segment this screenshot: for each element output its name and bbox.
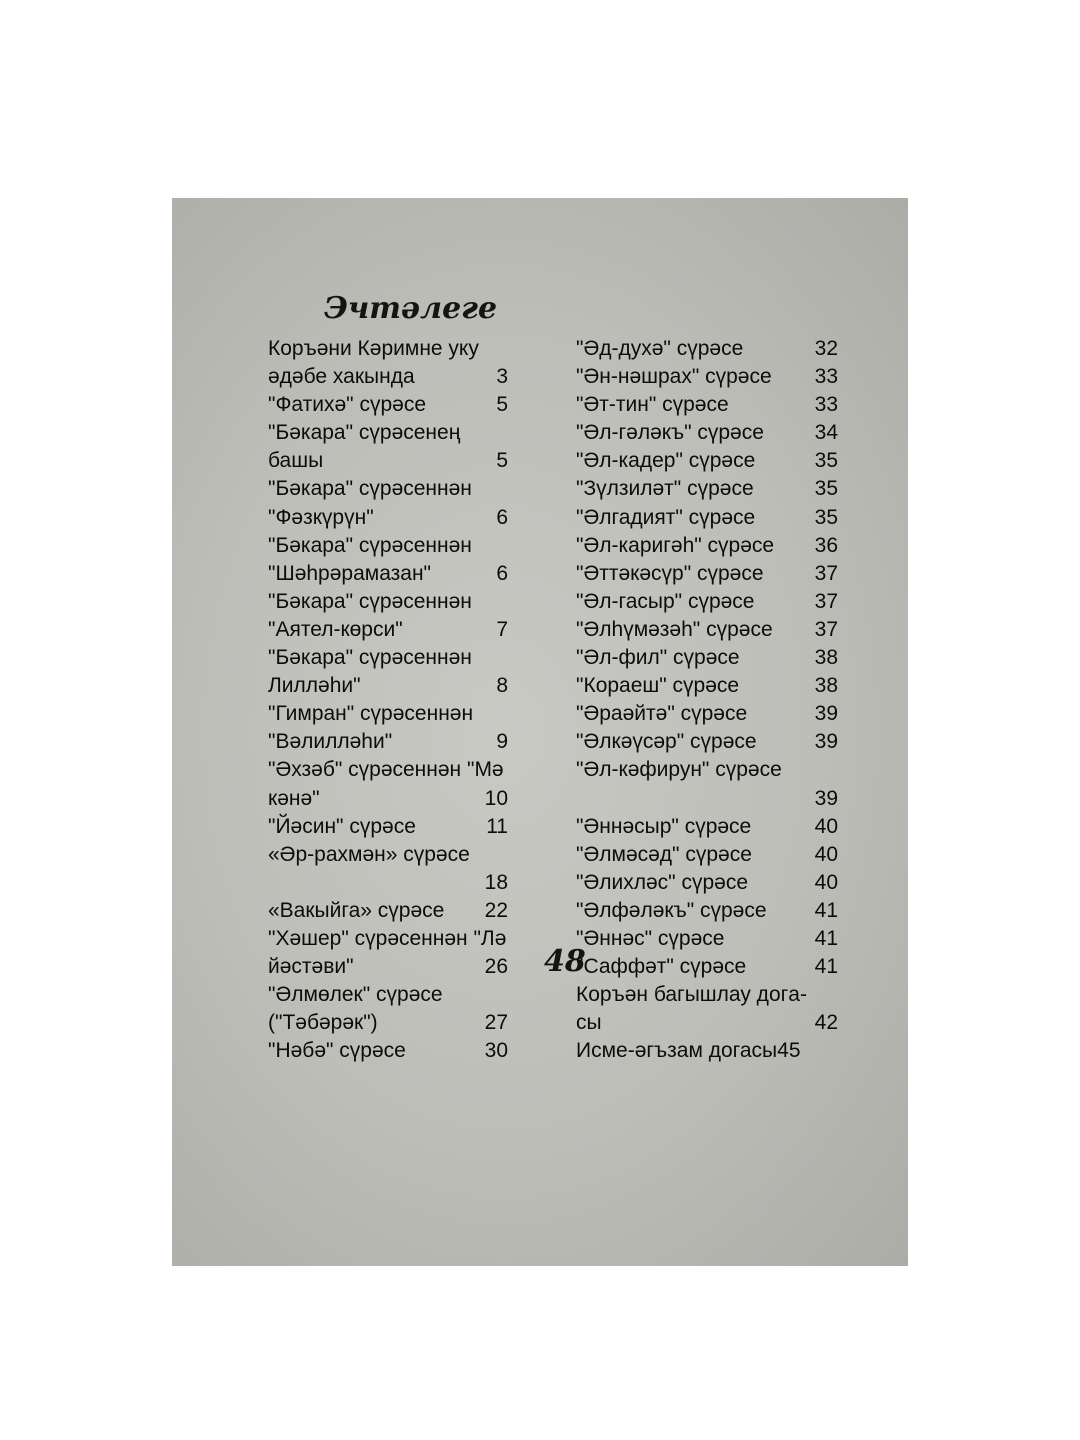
toc-entry-page: 18	[484, 870, 508, 894]
toc-entry-page: 37	[814, 589, 838, 613]
toc-entry-text: "Әлгадият" сүрәсе	[576, 505, 756, 529]
toc-entry-page: 27	[484, 1011, 508, 1035]
page-title: Эчтәлеге	[324, 291, 498, 326]
toc-entry-page: 38	[814, 674, 838, 698]
toc-entry-page: 9	[496, 730, 508, 754]
toc-entry-page: 5	[496, 449, 508, 473]
toc-entry-page: 35	[814, 449, 838, 473]
toc-entry	[576, 335, 842, 363]
toc-entry	[268, 335, 544, 363]
toc-entry	[268, 813, 544, 841]
toc-entry-page: 37	[814, 617, 838, 641]
toc-entry	[576, 616, 842, 644]
toc-entry-text: "Әлмөлек" сүрәсе	[268, 983, 443, 1007]
toc-entry-page: 10	[484, 786, 508, 810]
toc-entry-text: йәстәви"	[268, 955, 354, 979]
toc-entry-text: "Вәлилләһи"	[268, 730, 393, 754]
toc-entry	[576, 363, 842, 391]
toc-entry	[576, 756, 842, 784]
toc-entry	[268, 644, 544, 672]
toc-entry	[268, 925, 544, 953]
toc-entry-text: "Әлкәүсәр" сүрәсе	[576, 730, 757, 754]
toc-entry	[268, 504, 544, 532]
toc-entry	[576, 644, 842, 672]
toc-entry	[576, 897, 842, 925]
toc-entry-text: "Хәшер" сүрәсеннән "Лә	[268, 926, 507, 950]
toc-entry	[268, 841, 544, 869]
toc-entry-text: "Әл-кәфирун" сүрәсе	[576, 758, 782, 782]
toc-entry-text: "Зүлзиләт" сүрәсе	[576, 477, 754, 501]
toc-entry	[576, 869, 842, 897]
toc-entry-text: ("Тәбәрәк")	[268, 1011, 378, 1035]
toc-entry-text: "Әл-гасыр" сүрәсе	[576, 589, 755, 613]
toc-entry-page: 35	[814, 477, 838, 501]
toc-entry-text: "Әл-кадер" сүрәсе	[576, 449, 756, 473]
toc-right-column	[576, 335, 842, 1065]
toc-entry-text: "Кораеш" сүрәсе	[576, 674, 740, 698]
toc-entry-page: 33	[814, 365, 838, 389]
toc-entry-text: "Шәһрәрамазан"	[268, 561, 432, 585]
toc-entry-text: "Әлһүмәзәһ" сүрәсе	[576, 617, 773, 641]
toc-entry-text: әдәбе хакында	[268, 365, 415, 389]
toc-entry	[268, 616, 544, 644]
toc-entry-text: "Әннәс" сүрәсе	[576, 926, 725, 950]
toc-entry-page: 40	[814, 842, 838, 866]
toc-entry	[268, 1037, 544, 1065]
toc-entry-page: 8	[496, 674, 508, 698]
toc-entry-page: 7	[496, 617, 508, 641]
toc-entry-page: 33	[814, 393, 838, 417]
toc-entry	[268, 672, 544, 700]
toc-entry	[268, 391, 544, 419]
toc-entry-text: "Бәкара" сүрәсенең	[268, 421, 461, 445]
toc-entry-text: "Гимран" сүрәсеннән	[268, 702, 474, 726]
toc-entry-page: 30	[484, 1039, 508, 1063]
toc-entry	[268, 560, 544, 588]
toc-entry	[576, 391, 842, 419]
toc-entry	[268, 475, 544, 503]
toc-entry-text: "Фатихә" сүрәсе	[268, 393, 426, 417]
toc-entry-text: «Вакыйга» сүрәсе	[268, 898, 445, 922]
toc-entry-text: башы	[268, 449, 324, 473]
toc-entry-page: 41	[814, 898, 838, 922]
toc-entry-page: 36	[814, 533, 838, 557]
toc-entry-text: "Фәзкүрүн"	[268, 505, 374, 529]
toc-entry	[576, 419, 842, 447]
toc-entry-text: "Әд-духә" сүрәсе	[576, 337, 744, 360]
toc-entry-text: «Әр-рахмән» сүрәсе	[268, 842, 470, 866]
toc-entry	[576, 532, 842, 560]
toc-entry-page: 3	[496, 365, 508, 389]
toc-entry-text: "Бәкара" сүрәсеннән	[268, 589, 472, 613]
toc-entry-page: 26	[484, 955, 508, 979]
toc-entry-text: "Йәсин" сүрәсе	[268, 814, 416, 838]
toc-entry-page: 34	[814, 421, 838, 445]
toc-entry	[268, 447, 544, 475]
toc-entry	[268, 869, 544, 897]
toc-entry-page: 6	[496, 505, 508, 529]
toc-entry-text: "Бәкара" сүрәсеннән	[268, 533, 472, 557]
toc-entry-text: Коръәни Кәримне уку	[268, 337, 479, 360]
toc-entry	[576, 841, 842, 869]
toc-entry-page: 32	[814, 337, 838, 360]
toc-entry-text: "Әт-тин" сүрәсе	[576, 393, 729, 417]
toc-entry-text: "Әннәсыр" сүрәсе	[576, 814, 752, 838]
toc-entry	[576, 504, 842, 532]
toc-entry-text: сы	[576, 1011, 602, 1035]
toc-entry-text: кәнә"	[268, 786, 320, 810]
toc-entry	[576, 953, 842, 981]
toc-entry-text: Исме-әгъзам догасы	[576, 1039, 778, 1063]
toc-entry	[268, 953, 544, 981]
toc-entry	[268, 728, 544, 756]
toc-entry	[576, 728, 842, 756]
toc-entry-text: "Әлфәләкъ" сүрәсе	[576, 898, 767, 922]
toc-entry-page: 45	[777, 1039, 801, 1063]
toc-entry-page: 39	[814, 730, 838, 754]
toc-entry-text: "Әл-гәләкъ" сүрәсе	[576, 421, 764, 445]
toc-entry	[268, 1009, 544, 1037]
toc-entry	[576, 925, 842, 953]
toc-entry-page: 35	[814, 505, 838, 529]
toc-entry-page: 39	[814, 702, 838, 726]
toc-entry	[268, 419, 544, 447]
toc-entry-page: 6	[496, 561, 508, 585]
toc-entry	[576, 447, 842, 475]
toc-entry	[576, 785, 842, 813]
toc-left-column	[268, 335, 544, 1065]
toc-entry-page: 5	[496, 393, 508, 417]
page-number: 48	[544, 944, 586, 979]
toc-entry-page: 41	[814, 926, 838, 950]
toc-entry	[268, 756, 544, 784]
toc-entry	[576, 981, 842, 1009]
toc-entry	[576, 475, 842, 503]
toc-entry-page: 40	[814, 814, 838, 838]
toc-entry-page: 22	[484, 898, 508, 922]
toc-entry	[268, 897, 544, 925]
toc-entry-page: 40	[814, 870, 838, 894]
toc-entry-text: "Әттәкәсүр" сүрәсе	[576, 561, 764, 585]
toc-entry-page: 38	[814, 646, 838, 670]
toc-entry-text: "Нәбә" сүрәсе	[268, 1039, 406, 1063]
toc-entry-text: "Әлмәсәд" сүрәсе	[576, 842, 752, 866]
toc-entry-page: 41	[814, 955, 838, 979]
toc-entry-text: "Бәкара" сүрәсеннән	[268, 477, 472, 501]
toc-entry-page: 42	[814, 1011, 838, 1035]
toc-entry-text: "Әхзәб" сүрәсеннән "Мә	[268, 758, 504, 782]
toc-entry	[268, 981, 544, 1009]
toc-entry	[576, 560, 842, 588]
toc-entry-text: "Саффәт" сүрәсе	[576, 955, 747, 979]
toc-entry-page: 37	[814, 561, 838, 585]
toc-entry-text: "Әл-каригәһ" сүрәсе	[576, 533, 775, 557]
toc-entry	[268, 363, 544, 391]
toc-entry	[576, 672, 842, 700]
toc-entry	[576, 813, 842, 841]
toc-entry	[576, 588, 842, 616]
toc-entry	[268, 700, 544, 728]
toc-entry-text: "Әраәйтә" сүрәсе	[576, 702, 748, 726]
toc-entry-text: "Ән-нәшрах" сүрәсе	[576, 365, 772, 389]
toc-entry	[576, 1009, 842, 1037]
toc-entry-text: "Бәкара" сүрәсеннән	[268, 646, 472, 670]
toc-entry-text: Лилләһи"	[268, 674, 361, 698]
toc-entry	[268, 785, 544, 813]
toc-entry-text: "Әлихләс" сүрәсе	[576, 870, 748, 894]
toc-entry-text: "Аятел-көрси"	[268, 617, 403, 641]
toc-entry-page: 11	[486, 814, 508, 838]
toc-entry	[268, 532, 544, 560]
toc-entry	[268, 588, 544, 616]
toc-entry-text: "Әл-фил" сүрәсе	[576, 646, 740, 670]
toc-entry-text: Коръән багышлау догa-	[576, 983, 807, 1007]
toc-entry-page: 39	[814, 786, 838, 810]
toc-entry	[576, 700, 842, 728]
toc-entry	[576, 1037, 842, 1065]
book-page	[172, 198, 908, 1266]
